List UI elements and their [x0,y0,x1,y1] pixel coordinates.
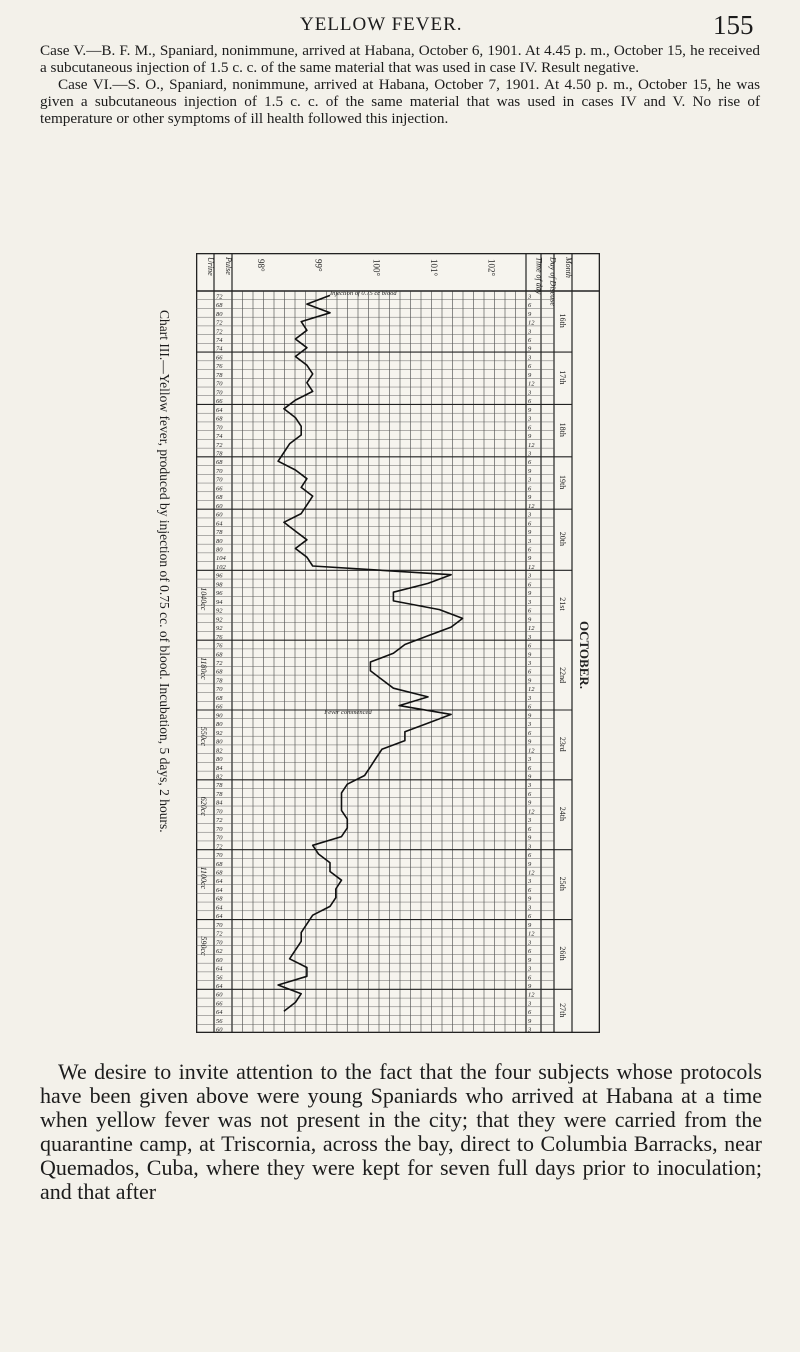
pulse-value: 64 [216,1009,223,1017]
time-label: 9 [528,895,532,903]
time-label: 3 [528,843,532,851]
pulse-value: 70 [216,852,223,860]
pulse-value: 78 [216,790,223,798]
time-label: 3 [528,1026,532,1033]
time-label: 6 [528,642,532,650]
time-label: 6 [528,913,532,921]
day-label: 23rd [558,736,567,752]
time-label: 9 [528,921,532,929]
pulse-value: 94 [216,598,223,606]
time-label: 3 [528,694,532,702]
running-head [0,10,800,42]
pulse-value: 72 [216,930,223,938]
pulse-value: 80 [216,310,223,318]
pulse-value: 68 [216,651,223,659]
time-label: 3 [528,965,532,973]
pulse-value: 80 [216,721,223,729]
pulse-value: 64 [216,913,223,921]
case-vi-paragraph: Case VI.—S. O., Spaniard, nonimmune, arrived at Habana, October 7, 1901. At 4.50 p. m., October 15, he was given a subcutaneous injection of 1.5 c. c. of the same material that was used in cases IV and V. No rise of temperature or other symptoms of ill health followed this injection. [40,76,760,127]
temperature-tick-label: 99° [313,259,324,272]
intro-text [40,42,760,127]
time-label: 3 [528,476,532,484]
pulse-value: 72 [216,660,223,667]
pulse-value: 68 [216,869,223,877]
time-label: 3 [528,328,532,336]
pulse-value: 96 [216,572,223,580]
time-label: 9 [528,834,532,842]
pulse-value: 80 [216,738,223,746]
time-label: 3 [528,756,532,764]
pulse-value: 70 [216,424,223,432]
time-label: 3 [528,511,532,519]
time-label: 6 [528,398,532,406]
time-label: 3 [528,660,532,667]
time-label: 12 [528,563,535,571]
pulse-value: 70 [216,389,223,397]
temperature-tick-label: 102° [486,259,497,277]
chart-grid [196,253,600,1033]
time-label: 3 [528,633,532,641]
pulse-value: 74 [216,345,223,353]
pulse-value: 102 [216,563,226,571]
pulse-value: 72 [216,843,223,851]
time-label: 3 [528,904,532,912]
chart-frame [197,254,600,1033]
day-label: 24th [558,806,567,821]
day-label: 20th [558,531,567,547]
pulse-value: 74 [216,337,223,345]
pulse-value: 66 [216,703,223,711]
time-label: 6 [528,337,532,345]
pulse-value: 96 [216,590,223,598]
chart-caption-container [150,310,176,1010]
pulse-value: 78 [216,450,223,458]
temperature-tick-label: 98° [256,259,267,272]
time-label: 6 [528,485,532,493]
header-label: Day of Disease [548,257,558,306]
pulse-value: 68 [216,895,223,903]
time-label: 9 [528,406,532,414]
time-label: 3 [528,878,532,886]
time-label: 12 [528,808,535,816]
annotation-label: Injection of 0.75 cc blood [330,290,397,297]
header-label: Urine [206,257,215,276]
chart-caption: Chart III.—Yellow fever, produced by injection of 0.75 cc. of blood. Incubation, 5 days, 2 hours. [157,310,172,833]
pulse-value: 66 [216,485,223,493]
pulse-value: 68 [216,494,223,502]
time-label: 3 [528,293,532,301]
pulse-value: 80 [216,537,223,545]
pulse-value: 70 [216,825,223,833]
pulse-value: 70 [216,686,223,694]
time-label: 6 [528,363,532,371]
time-label: 6 [528,703,532,711]
time-label: 9 [528,494,532,502]
case-v-paragraph: Case V.—B. F. M., Spaniard, nonimmune, arrived at Habana, October 6, 1901. At 4.45 p. m., October 15, he received a subcutaneous injection of 1.5 c. c. of the same material that was used in case IV. Result negative. [40,42,760,76]
pulse-value: 104 [216,555,226,563]
pulse-value: 80 [216,756,223,764]
pulse-value: 76 [216,633,223,641]
time-label: 3 [528,1000,532,1008]
temperature-tick-label: 101° [429,259,439,277]
time-label: 6 [528,948,532,956]
pulse-value: 60 [216,991,223,999]
temperature-chart [196,253,600,1033]
time-label: 9 [528,371,532,379]
pulse-value: 78 [216,371,223,379]
pulse-value: 64 [216,878,223,886]
time-label: 6 [528,1009,532,1017]
closing-paragraph: We desire to invite attention to the fact that the four subjects whose protocols have been given above were young Spaniards who arrived at Habana at a time when yellow fever was not present in the city; that they were carried from the quarantine camp, at Triscornia, across the bay, direct to Columbia Barracks, near Quemados, Cuba, where they were kept for seven full days prior to inoculation; and that after [40,1059,762,1204]
time-label: 3 [528,572,532,580]
pulse-value: 70 [216,476,223,484]
pulse-value: 68 [216,459,223,467]
pulse-value: 92 [216,729,223,737]
pulse-value: 64 [216,982,223,990]
pulse-value: 70 [216,380,223,388]
pulse-value: 64 [216,904,223,912]
day-label: 16th [558,313,567,328]
pulse-value: 84 [216,799,223,807]
time-label: 3 [528,415,532,423]
pulse-value: 64 [216,965,223,973]
pulse-value: 78 [216,677,223,685]
time-label: 3 [528,354,532,362]
time-label: 12 [528,502,535,510]
pulse-value: 60 [216,502,223,510]
pulse-value: 66 [216,354,223,362]
time-label: 12 [528,319,535,327]
time-label: 6 [528,424,532,432]
pulse-value: 80 [216,546,223,554]
time-label: 9 [528,590,532,598]
pulse-value: 68 [216,668,223,676]
time-label: 3 [528,598,532,606]
pulse-value: 76 [216,642,223,650]
time-label: 3 [528,782,532,790]
time-label: 12 [528,991,535,999]
day-label: 25th [558,876,567,891]
time-label: 6 [528,852,532,860]
time-label: 9 [528,799,532,807]
time-label: 6 [528,790,532,798]
time-label: 6 [528,764,532,772]
time-label: 6 [528,520,532,528]
time-label: 6 [528,825,532,833]
pulse-value: 72 [216,328,223,336]
time-label: 9 [528,956,532,964]
pulse-value: 84 [216,764,223,772]
pulse-value: 92 [216,607,223,615]
time-label: 9 [528,712,532,720]
pulse-value: 60 [216,1026,223,1033]
pulse-value: 98 [216,581,223,589]
time-label: 12 [528,380,535,388]
time-label: 9 [528,345,532,353]
pulse-value: 70 [216,467,223,475]
time-label: 9 [528,860,532,868]
pulse-value: 56 [216,1017,223,1025]
annotation-label: Fever commenced [324,709,372,717]
pulse-value: 66 [216,398,223,406]
day-label: 26th [558,946,567,961]
time-label: 9 [528,529,532,537]
pulse-value: 62 [216,948,223,956]
temperature-tick-label: 100° [371,259,382,277]
time-label: 6 [528,546,532,554]
pulse-value: 68 [216,302,223,310]
header-label: Pulse [224,257,233,275]
pulse-value: 92 [216,625,223,633]
month-label: OCTOBER. [577,621,592,690]
pulse-value: 90 [216,712,223,720]
time-label: 9 [528,651,532,659]
pulse-value: 60 [216,511,223,519]
pulse-value: 64 [216,406,223,414]
pulse-value: 70 [216,939,223,947]
time-label: 12 [528,869,535,877]
page-number: 155 [713,10,754,40]
pulse-value: 68 [216,415,223,423]
urine-label: 1040cc [199,587,208,611]
day-label: 27th [558,1003,567,1018]
urine-label: 550cc [199,726,208,747]
pulse-value: 72 [216,817,223,825]
pulse-value: 92 [216,616,223,624]
time-label: 3 [528,721,532,729]
running-head-title: YELLOW FEVER. [300,14,463,35]
urine-label: 620cc [199,796,208,816]
time-label: 9 [528,773,532,781]
time-label: 6 [528,581,532,589]
closing-text [40,1060,762,1204]
time-label: 9 [528,467,532,475]
time-label: 6 [528,886,532,894]
time-label: 3 [528,389,532,397]
time-label: 9 [528,310,532,318]
pulse-value: 68 [216,860,223,868]
time-label: 6 [528,729,532,737]
time-label: 3 [528,817,532,825]
pulse-value: 72 [216,293,223,301]
urine-label: 1180cc [199,657,208,680]
pulse-value: 70 [216,808,223,816]
time-label: 12 [528,625,535,633]
pulse-value: 82 [216,773,223,781]
pulse-value: 72 [216,441,223,449]
pulse-value: 70 [216,834,223,842]
pulse-value: 74 [216,433,223,441]
time-label: 6 [528,974,532,982]
time-label: 6 [528,607,532,615]
time-label: 9 [528,677,532,685]
pulse-value: 68 [216,694,223,702]
urine-label: 1100cc [199,866,208,890]
pulse-value: 72 [216,319,223,327]
time-label: 3 [528,537,532,545]
time-label: 9 [528,738,532,746]
pulse-value: 82 [216,747,223,755]
time-label: 9 [528,433,532,441]
pulse-value: 78 [216,782,223,790]
pulse-value: 64 [216,886,223,894]
time-label: 3 [528,450,532,458]
time-label: 12 [528,686,535,694]
time-label: 9 [528,616,532,624]
day-label: 22nd [558,667,567,684]
day-label: 21st [558,597,567,611]
day-label: 19th [558,475,567,490]
pulse-value: 66 [216,1000,223,1008]
day-label: 17th [558,370,567,385]
urine-label: 590cc [199,936,208,956]
pulse-value: 70 [216,921,223,929]
time-label: 12 [528,441,535,449]
time-label: 12 [528,747,535,755]
day-label: 18th [558,422,567,437]
time-label: 9 [528,982,532,990]
header-label: Time of day [534,257,544,295]
pulse-value: 76 [216,363,223,371]
pulse-value: 78 [216,529,223,537]
pulse-value: 56 [216,974,223,982]
header-label: Month [564,257,573,278]
time-label: 6 [528,459,532,467]
pulse-value: 60 [216,956,223,964]
pulse-value: 64 [216,520,223,528]
time-label: 6 [528,668,532,676]
time-label: 3 [528,939,532,947]
time-label: 6 [528,302,532,310]
time-label: 9 [528,1017,532,1025]
time-label: 9 [528,555,532,563]
time-label: 12 [528,930,535,938]
